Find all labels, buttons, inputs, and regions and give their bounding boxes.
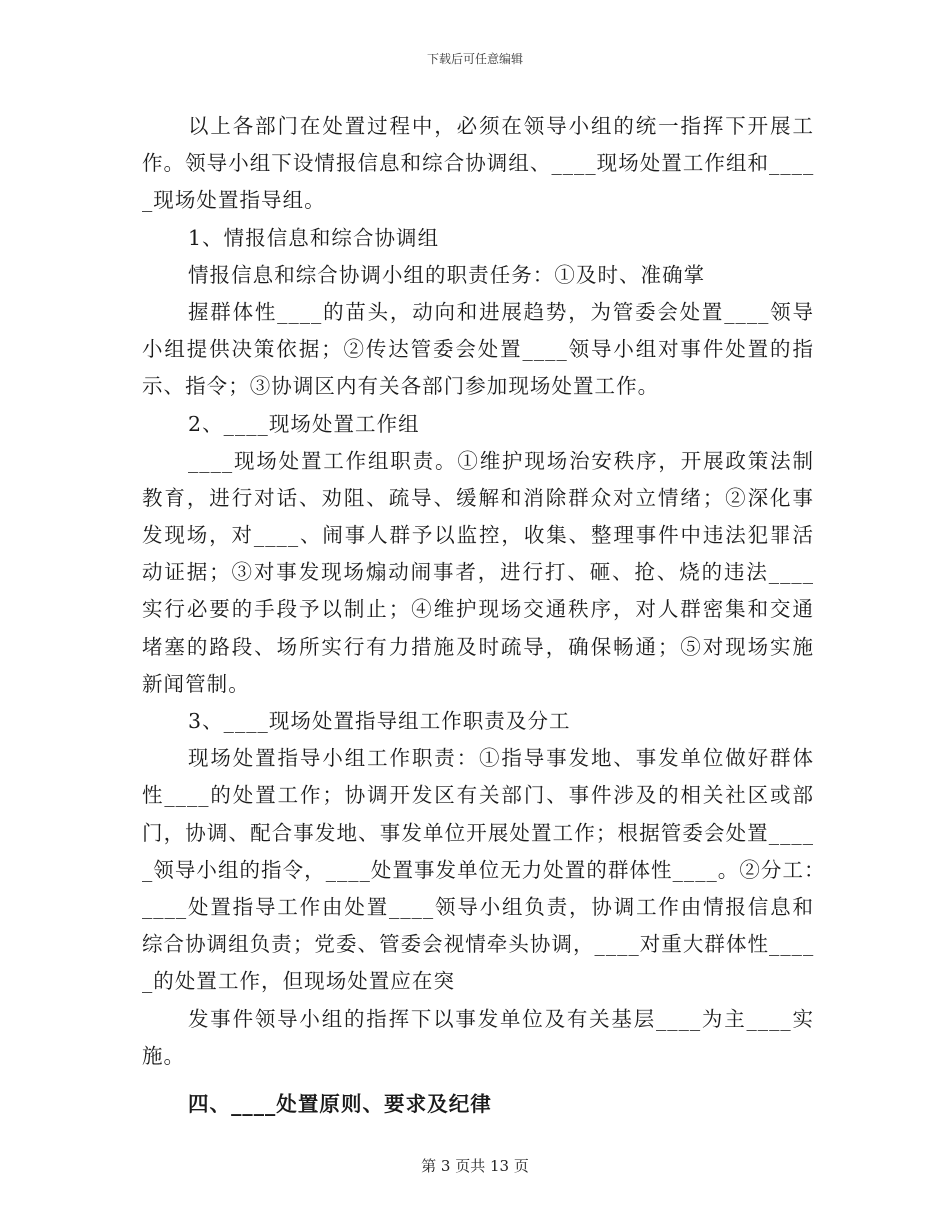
document-body <box>142 108 826 1123</box>
page-header: 下载后可任意编辑 <box>426 52 523 66</box>
text-line: _领导小组的指令，____处置事发单位无力处置的群体性____。②分工： <box>142 857 826 882</box>
text-line: 示、指令；③协调区内有关各部门参加现场处置工作。 <box>142 374 660 399</box>
text-line: 作。领导小组下设情报信息和综合协调组、____现场处置工作组和____ <box>142 151 815 176</box>
text-line: 教育，进行对话、劝阻、疏导、缓解和消除群众对立情绪；②深化事 <box>142 485 814 510</box>
page-footer: 第 3 页共 13 页 <box>421 1157 529 1175</box>
text-line: 综合协调组负责；党委、管委会视情牵头协调，____对重大群体性____ <box>142 932 815 957</box>
text-line: 堵塞的路段、场所实行有力措施及时疏导，确保畅通；⑤对现场实施 <box>142 634 814 659</box>
text-line: ____处置指导工作由处置____领导小组负责，协调工作由情报信息和 <box>142 894 814 919</box>
section-heading: 四、____处置原则、要求及纪律 <box>188 1091 492 1116</box>
text-line: 情报信息和综合协调小组的职责任务：①及时、准确掌 <box>188 262 706 287</box>
text-line: 施。 <box>142 1043 186 1068</box>
text-line: 发事件领导小组的指挥下以事发单位及有关基层____为主____实 <box>188 1006 814 1031</box>
text-line: 小组提供决策依据；②传达管委会处置____领导小组对事件处置的指 <box>142 337 814 362</box>
text-line: 动证据；③对事发现场煽动闹事者，进行打、砸、抢、烧的违法____ <box>142 560 814 585</box>
text-line: 实行必要的手段予以制止；④维护现场交通秩序，对人群密集和交通 <box>142 597 814 622</box>
text-line: _现场处置指导组。 <box>142 188 326 213</box>
text-line: 3、____现场处置指导组工作职责及分工 <box>188 709 571 733</box>
paragraph-lines <box>142 108 826 1075</box>
text-line: 性____的处置工作；协调开发区有关部门、事件涉及的相关社区或部 <box>142 783 814 808</box>
text-line: 2、____现场处置工作组 <box>188 411 420 436</box>
text-line: 发现场，对____、闹事人群予以监控，收集、整理事件中违法犯罪活 <box>142 523 814 548</box>
text-line: 握群体性____的苗头，动向和进展趋势，为管委会处置____领导 <box>188 299 814 324</box>
text-line: 新闻管制。 <box>142 671 250 696</box>
text-line: 1、情报信息和综合协调组 <box>188 225 440 250</box>
text-line: 以上各部门在处置过程中，必须在领导小组的统一指挥下开展工 <box>188 114 814 138</box>
section-gap <box>142 1075 814 1086</box>
text-line: 现场处置指导小组工作职责：①指导事发地、事发单位做好群体 <box>188 746 814 771</box>
text-line: _的处置工作，但现场处置应在突 <box>142 969 455 994</box>
text-line: 门，协调、配合事发地、事发单位开展处置工作；根据管委会处置____ <box>142 820 814 845</box>
text-line: ____现场处置工作组职责。①维护现场治安秩序，开展政策法制 <box>188 448 814 473</box>
